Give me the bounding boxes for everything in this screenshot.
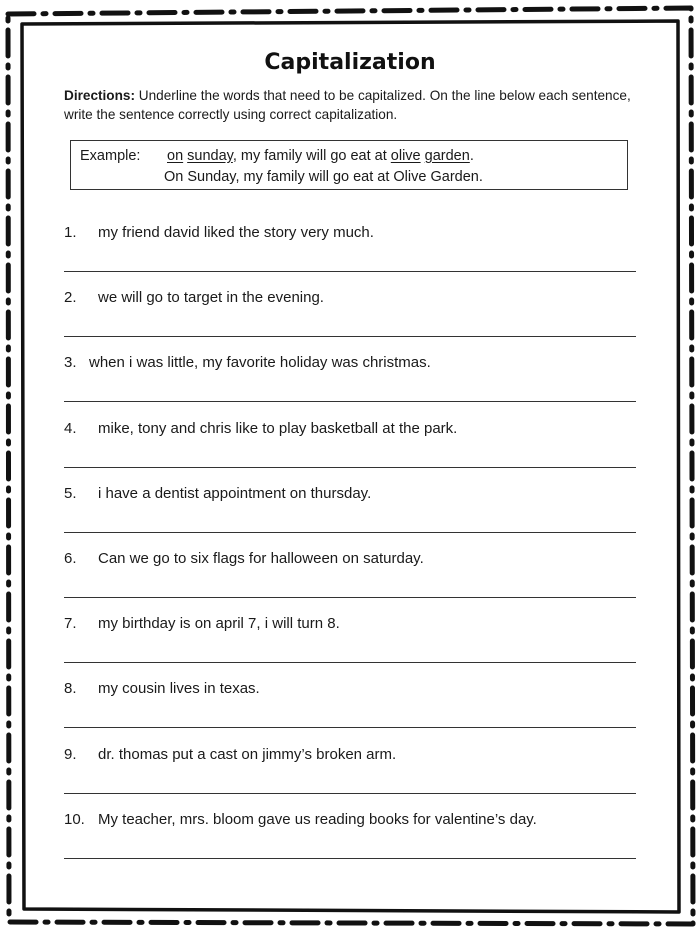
answer-line-10[interactable]: [64, 858, 636, 859]
directions: [64, 86, 636, 124]
question-7: [64, 615, 644, 645]
question-number: 9.: [64, 745, 77, 763]
question-number: 6.: [64, 550, 77, 567]
question-sentence: we will go to target in the evening.: [98, 289, 324, 307]
question-number: 2.: [64, 289, 77, 307]
question-5: [64, 485, 644, 515]
question-number: 5.: [64, 484, 77, 502]
answer-line-7[interactable]: [64, 662, 636, 663]
question-number: 3.: [64, 354, 77, 372]
question-2: [64, 289, 644, 319]
question-8: [64, 680, 644, 710]
answer-line-4[interactable]: [64, 467, 636, 468]
answer-line-8[interactable]: [64, 727, 636, 728]
question-sentence: dr. thomas put a cast on jimmy’s broken arm.: [98, 745, 397, 763]
question-1: [64, 224, 644, 254]
question-4: [64, 420, 644, 450]
question-sentence: i have a dentist appointment on thursday.: [98, 484, 372, 502]
question-sentence: my birthday is on april 7, i will turn 8.: [98, 615, 340, 633]
answer-line-9[interactable]: [64, 793, 636, 794]
underlined-word: sunday: [187, 148, 233, 164]
question-number: 8.: [64, 680, 77, 698]
question-sentence: Can we go to six flags for halloween on saturday.: [98, 550, 424, 567]
question-sentence: my friend david liked the story very much.: [98, 224, 374, 241]
example-text-part: .: [469, 148, 474, 164]
answer-line-6[interactable]: [64, 597, 636, 598]
underlined-word: on: [167, 148, 184, 164]
question-sentence: mike, tony and chris like to play basketball at the park.: [98, 419, 458, 437]
directions-label: Directions:: [64, 88, 136, 103]
underlined-word: garden: [424, 148, 470, 164]
question-6: [64, 550, 644, 580]
question-sentence: my cousin lives in texas.: [98, 680, 260, 698]
answer-line-1[interactable]: [64, 271, 636, 272]
example-text-part: , my family will go eat at: [232, 148, 391, 164]
question-number: 1.: [64, 224, 77, 241]
directions-text: Underline the words that need to be capitalized. On the line below each sentence, write the sentence correctly using correct capitalization.: [64, 88, 631, 122]
question-sentence: when i was little, my favorite holiday was christmas.: [89, 354, 431, 372]
question-sentence: My teacher, mrs. bloom gave us reading books for valentine’s day.: [98, 810, 537, 828]
question-number: 4.: [64, 419, 77, 437]
underlined-word: olive: [390, 148, 421, 164]
answer-line-5[interactable]: [64, 532, 636, 533]
question-9: [64, 746, 644, 776]
question-3: [64, 354, 644, 384]
question-10: [64, 811, 644, 841]
example-label: Example:: [80, 148, 141, 164]
example-correct-sentence: On Sunday, my family will go eat at Olive Garden.: [164, 169, 483, 185]
page-title: Capitalization: [264, 50, 436, 75]
example-incorrect-sentence: [167, 148, 474, 164]
example-box: [70, 140, 628, 190]
answer-line-2[interactable]: [64, 336, 636, 337]
question-number: 10.: [64, 810, 85, 828]
answer-line-3[interactable]: [64, 401, 636, 402]
question-number: 7.: [64, 615, 77, 633]
